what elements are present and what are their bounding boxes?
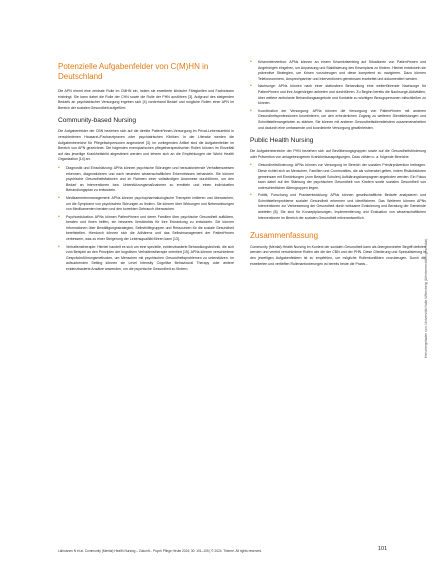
bullet-list: [250, 60, 426, 131]
list-item: • Krisenintervention: APNs können an einem Krisenkrisenbleg auf Situationen von Patient*innen und Angehörigen eingehen, um Anpassung und Stabilisierung des Krisenplans zu fördern. Hierbei entwickeln sie präventive Strategien, um Krisen vorzubeugen und diese kompetent zu navigieren. Dazu können Telefonnummern, Ansprechpartner und Interventionen gemeinsam erarbeitet und dokumentiert werden.: [250, 60, 426, 82]
list-item: • Gesundheitsförderung: APNs können zur Versorgung im Bereich der sozialen Primärprävention beitragen. Diese richtet sich an Menschen, Familien und Communities, die als vulnerabel gelten, indem Risikofaktoren gemeinsam mit Einrichtungen (zum Beispiel Schulen) Aufklärungskampagnen angeboten werden. Ein Fokus kann dabei auf der Stärkung der psychischen Gesundheit von Kindern sowie sozialen Gesundheit von unterschiedlichen Altersgruppen liegen.: [250, 163, 426, 191]
list-item: • Politik, Forschung und Praxisentwicklung: APNs können gesellschaftliche Bedarfe analysieren und Schnittstellenprobleme sozialer Gesundheit erkennen und identifizieren. Das Weiteren können APNs Interventionen zur Verbesserung der Gesundheit durch wirksame Evaluierung und Beratung der Gemeinde anbieten [8]. Sie sind für Konzeptplanungen, Implementierung und Evaluation von wissenschaftlichen Interventionen im Bereich der sozialen Gesundheit mitverantwortlich.: [250, 193, 426, 221]
section-heading: Potenzielle Aufgabenfelder von C(M)HN in Deutschland: [58, 62, 209, 81]
list-item: • Diagnostik und Einschätzung: APNs können psychische Störungen und herausfordernde Verhaltensweisen erkennen, diagnostizieren und nach neuesten wissenschaftlichen Erkenntnissen behandeln. Sie können psychische Gesundheitsfaktoren und im Rahmen einer vollständigen Anamnese durchführen, um den Bedarf an Interventionen bzw. Unterstützungsmaßnahmen zu ermitteln und einen individuellen Behandlungsplan zu entwickeln.: [58, 166, 234, 194]
bullet-list: [58, 166, 234, 273]
list-item: • Psychoedukation: APNs können Patient*innen und deren Familien über psychische Gesundheit aufklären, beraten und ihnen helfen, ein besseres Verständnis für ihre Erkrankung zu entwickeln. Sie können Informationen über Bewältigungsstrategien, Selbsthilfegruppen und Ressourcen für die soziale Gesundheit bereitstellen. Hierdurch können sich die Adhärenz und das Selbstmanagement der Patient*innen verbessern, was zu einer Steigerung der Lebensqualität führen kann [13].: [58, 215, 234, 243]
subsection-heading: Public Health Nursing: [250, 137, 314, 145]
list-item: • Verhaltenstherapie: Hierbei handelt es sich um eine spezielle, evidenzbasierte Behandlungstechnik, die sich zum Beispiel an den Prinzipien der kognitiven Verhaltenstherapie orientiert [15]. APNs können verschiedene Gesprächsführungsmethoden, um Menschen mit psychischen Gesundheitsproblemen zu unterstützen. Im aufsuchenden Setting können sie Level Intensity Cognitive Behavioural Therapy oder andere evidenzbasierte Ansätze anwenden, um die psychische Gesundheit zu fördern.: [58, 245, 234, 273]
left-column: [58, 62, 234, 276]
citation-footer: Laihoanen N et al. Community (Mental) Health Nursing – Zukunft... Psych Pflege Heute 2024; 30: 101–105 | © 2024. Thieme. All rights reserved.: [58, 549, 262, 553]
bullet-list: [250, 163, 426, 221]
paragraph: Die Aufgabenfelder der CBN beziehen sich auf die direkte Patient*innen-Versorgung im Privat-Lebensumfeld in verschiedenen Hausarzt-/Facharztpraxen oder psychiatrischen Kliniken. In der Literatur werden die Aufgabenbereiche für Pflegefachpersonen angeordnet [3]. Im vorliegenden Artikel sind die Aufgabenfelder im Bereich von APN gezeichnet. Die folgenden exemplarischen pflegetherapeutischen Rollen können im Einzelfall auf das jeweilige Krankheitsbild abgestimmt werden und lehnen sich an die Empfehlungen der World Health Organization [14] an:: [58, 129, 234, 162]
section-heading: Zusammenfassung: [250, 231, 319, 241]
subsection-heading: Community-based Nursing: [58, 117, 137, 125]
paragraph: Die APN nimmt eine zentrale Rolle im CMHN ein, indem sie erweiterte klinische Fähigkeiten und Fachwissen einbringt. Sie kann dabei die Rolle der CHN sowie die Rolle der PHN ausführen [3]. Aufgrund des steigenden Bedarfs an psychiatrischer Versorgung ergeben sich [4] vorderhand Bedarf und mögliche Rollen einer APN im Bereich der sozialen Gesundheit aufgeführt.: [58, 89, 234, 110]
paragraph: Die Aufgabenbereiche der PHN beziehen sich auf Bevölkerungsgruppen sowie auf die Gesundheitsförderung oder Prävention von anlagebezogenen Krankheitsausprägungen. Dazu zählen u. a. folgende Bereiche:: [250, 149, 426, 159]
right-column: [250, 60, 426, 270]
paragraph: Community (Mental) Health Nursing im Kontext der sozialen Gesundheit kann als übergeordneter Begriff definiert werden und vereint verschiedene Rollen wie die der CBN und der PHN. Diese Gliederung und Spezialisierung in den jeweiligen Aufgabenfeldern ist zu empfehlen, um mögliche Rollenkonflikten vorzubeugen. Durch die erweiterten und vertieften Rollenanforderungen ist bereits heute die Praxis...: [250, 244, 426, 266]
list-item: • Koordination der Versorgung: APNs können die Versorgung von Patient*innen mit anderen Gesundheitsprofessionen koordinieren, um den erforderlichen Zugang zu weiteren Dienstleistungen und Schnittstellenangeboten zu stärken. Sie können mit anderen Gesundheitsdienstleistern zusammenarbeiten und dadurch eine umfassende und koordinierte Versorgung gewährleisten.: [250, 109, 426, 131]
list-item: • Medikamentenmanagement: APNs können psychopharmakologische Therapien initiieren und überwachen, um die Symptome von psychischen Störungen zu lindern. Sie können über Wirkungen und Nebenwirkungen von Medikamenten beraten und den korrekten Gebrauch überwachen.: [58, 196, 234, 213]
list-item: • Nachsorge: APNs können nach einer stationären Behandlung eine weiterführende Nachsorge für Patient*innen und ihre Angehörigen anbieten und durchführen. Zu Beginn bereits die Nachsorge-Aktivitäten, über weitere ambulante Behandlungsangebote und Kontakte zu wichtigen Bezugspersonen mitschließen zu können.: [250, 84, 426, 106]
page-number: 101: [378, 546, 388, 552]
download-note: Heruntergeladen von: Universität Halle-Wittenberg (Urheberrechtlich geschützt).: [424, 237, 428, 358]
